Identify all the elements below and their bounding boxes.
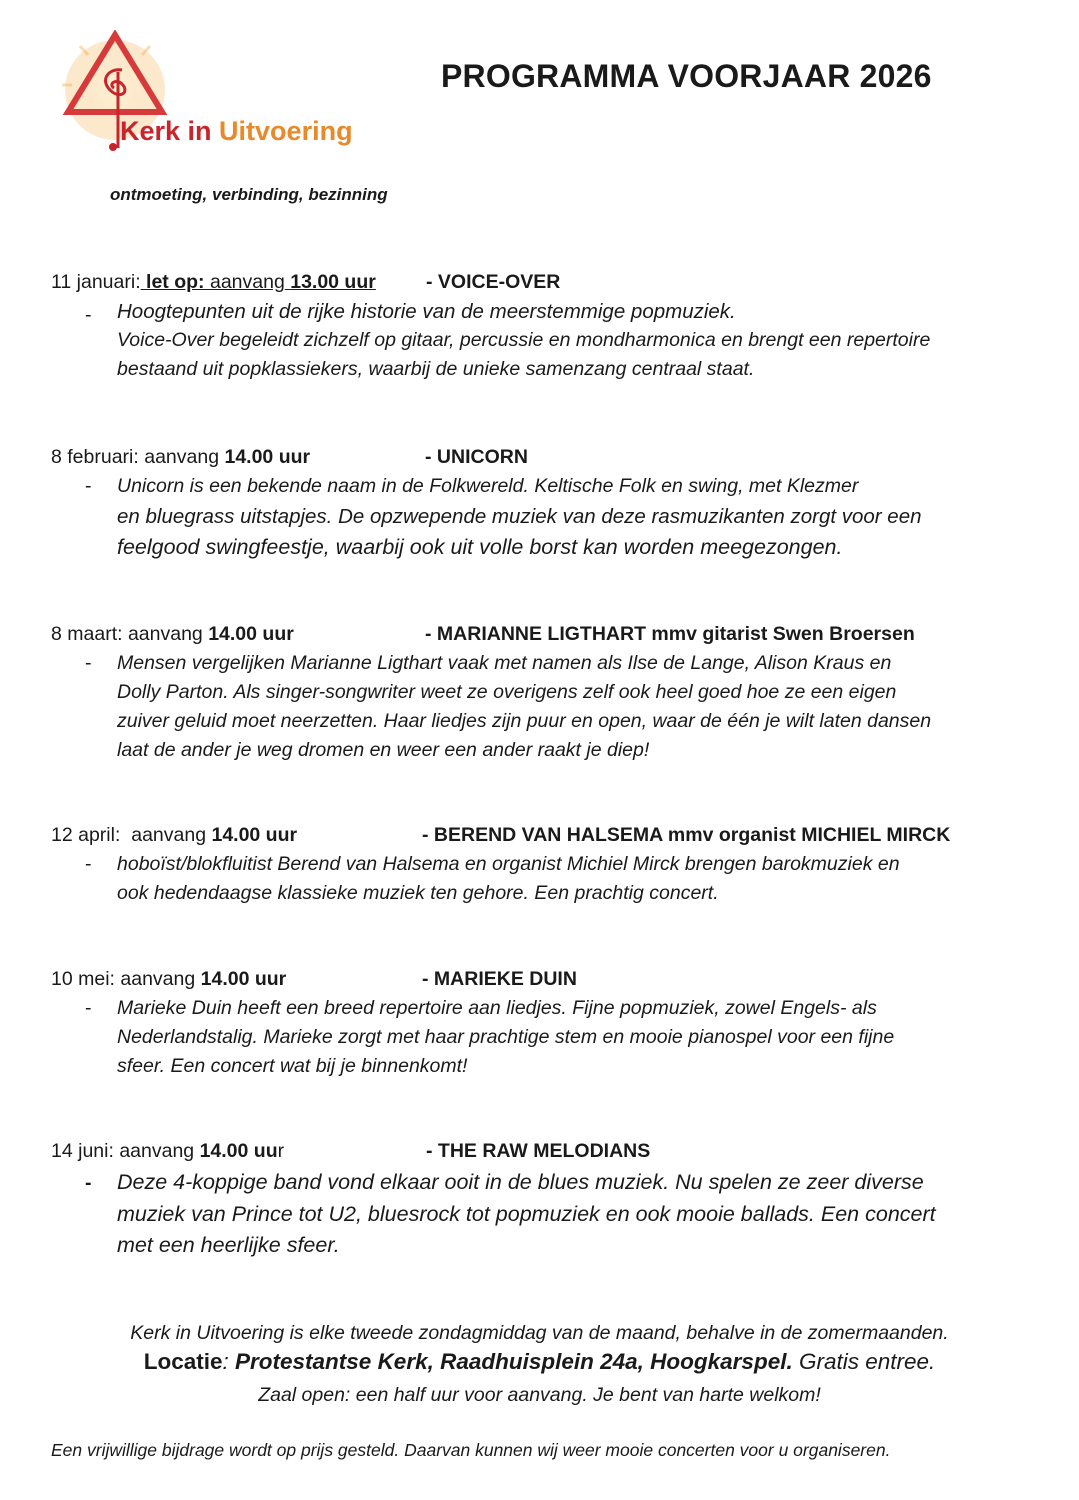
event-date: 12 april: [51, 824, 121, 846]
event-aanvang: aanvang [144, 446, 220, 468]
event-aanvang: aanvang [119, 1140, 195, 1162]
location-value: Protestantse Kerk, Raadhuisplein 24a, Hoogkarspel [235, 1349, 787, 1374]
bullet-dash: - [85, 652, 92, 674]
footer-doors-open: Zaal open: een half uur voor aanvang. Je bent van harte welkom! [258, 1384, 821, 1406]
event-description-line: Voice-Over begeleidt zichzelf op gitaar, percussie en mondharmonica en brengt een repertoire [117, 329, 931, 351]
event-act: - MARIANNE LIGTHART mmv gitarist Swen Broersen [425, 623, 915, 645]
event-description-line: zuiver geluid moet neerzetten. Haar liedjes zijn puur en open, waar de één je wilt laten dansen [117, 710, 932, 732]
event-time: 14.00 uur [211, 824, 298, 846]
event-act: - BEREND VAN HALSEMA mmv organist MICHIEL MIRCK [422, 824, 951, 846]
event-act: - VOICE-OVER [426, 271, 561, 293]
event-description-line: bestaand uit popklassiekers, waarbij de unieke samenzang centraal staat. [117, 358, 755, 380]
event-note: let op: [146, 271, 205, 293]
event-time: 14.00 uur [208, 623, 294, 645]
event-description-line: Dolly Parton. Als singer-songwriter weet ze overigens zelf ook heel goed hoe ze een eigen [117, 681, 897, 703]
footer-location [0, 1349, 1079, 1375]
event-description-line: Unicorn is een bekende naam in de Folkwereld. Keltische Folk en swing, met Klezmer [117, 475, 859, 497]
event-time: 14.00 uur [200, 968, 287, 990]
event-header [51, 968, 286, 991]
event-time-rest: r [277, 1140, 285, 1162]
event-description-line: met een heerlijke sfeer. [117, 1233, 340, 1257]
event-description [117, 994, 894, 1081]
event-header [51, 1140, 284, 1163]
event-date: 14 juni: [51, 1140, 114, 1162]
event-aanvang: aanvang [127, 623, 203, 645]
event-description-line: Deze 4-koppige band vond elkaar ooit in de blues muziek. Nu spelen ze zeer diverse [117, 1170, 924, 1194]
event-description-line: ook hedendaagse klassieke muziek ten gehore. Een prachtig concert. [117, 882, 719, 904]
event-description-line: hoboïst/blokfluitist Berend van Halsema en organist Michiel Mirck brengen barokmuziek en [117, 853, 900, 875]
kerk-in-uitvoering-logo [60, 30, 360, 160]
page-title: PROGRAMMA VOORJAAR 2026 [441, 58, 932, 94]
event-time: 13.00 uur [290, 271, 376, 293]
event-date: 8 maart: [51, 623, 123, 645]
event-act: - UNICORN [425, 446, 528, 468]
bullet-dash: - [85, 853, 92, 875]
event-aanvang: aanvang [120, 968, 196, 990]
event-description-line: Marieke Duin heeft een breed repertoire aan liedjes. Fijne popmuziek, zowel Engels- als [117, 997, 877, 1019]
tagline: ontmoeting, verbinding, bezinning [110, 185, 388, 204]
event-date: 10 mei: [51, 968, 115, 990]
location-period: . [786, 1349, 793, 1374]
event-description [117, 850, 900, 908]
location-label: Locatie [143, 1349, 223, 1374]
event-header [51, 623, 294, 646]
bullet-dash: - [85, 304, 92, 326]
event-description [117, 1167, 936, 1262]
event-description-line: laat de ander je weg dromen en weer een ander raakt je diep! [117, 739, 650, 761]
event-act: - THE RAW MELODIANS [426, 1140, 651, 1162]
event-description-line: en bluegrass uitstapjes. De opzwepende muziek van deze rasmuzikanten zorgt voor een [117, 505, 922, 528]
location-separator: : [222, 1349, 229, 1374]
event-act: - MARIEKE DUIN [422, 968, 577, 990]
event-header [51, 271, 376, 294]
event-description-lead: Hoogtepunten uit de rijke historie van de meerstemmige popmuziek. [117, 300, 736, 323]
bullet-dash: - [85, 997, 92, 1019]
event-header [51, 824, 297, 847]
event-description [117, 649, 931, 765]
event-description-line: Nederlandstalig. Marieke zorgt met haar prachtige stem en mooie pianospel voor een fijne [117, 1026, 895, 1048]
event-aanvang: aanvang [209, 271, 285, 293]
event-time: 14.00 uur [224, 446, 311, 468]
event-header [51, 446, 310, 469]
event-description-line: feelgood swingfeestje, waarbij ook uit volle borst kan worden meegezongen. [117, 535, 843, 559]
footer-schedule-note: Kerk in Uitvoering is elke tweede zondagmiddag van de maand, behalve in de zomermaanden. [130, 1322, 949, 1344]
bullet-dash: - [85, 1172, 92, 1194]
event-date: 8 februari: [51, 446, 139, 468]
event-description-line: Mensen vergelijken Marianne Ligthart vaak met namen als Ilse de Lange, Alison Kraus en [117, 652, 892, 674]
event-date: 11 januari: [51, 271, 141, 293]
logo-text: Kerk in Uitvoering [120, 116, 353, 146]
footer-donation-note: Een vrijwillige bijdrage wordt op prijs gesteld. Daarvan kunnen wij weer mooie concerten voor u organiseren. [51, 1440, 891, 1460]
event-time: 14.00 uu [199, 1140, 278, 1162]
bullet-dash: - [85, 475, 92, 497]
free-entry: Gratis entree. [792, 1349, 936, 1374]
event-aanvang: aanvang [131, 824, 207, 846]
event-description-line: sfeer. Een concert wat bij je binnenkomt! [117, 1055, 468, 1077]
event-description [117, 472, 922, 563]
event-description-line: muziek van Prince tot U2, bluesrock tot popmuziek en ook mooie ballads. Een concert [117, 1201, 936, 1226]
event-description [117, 298, 930, 384]
